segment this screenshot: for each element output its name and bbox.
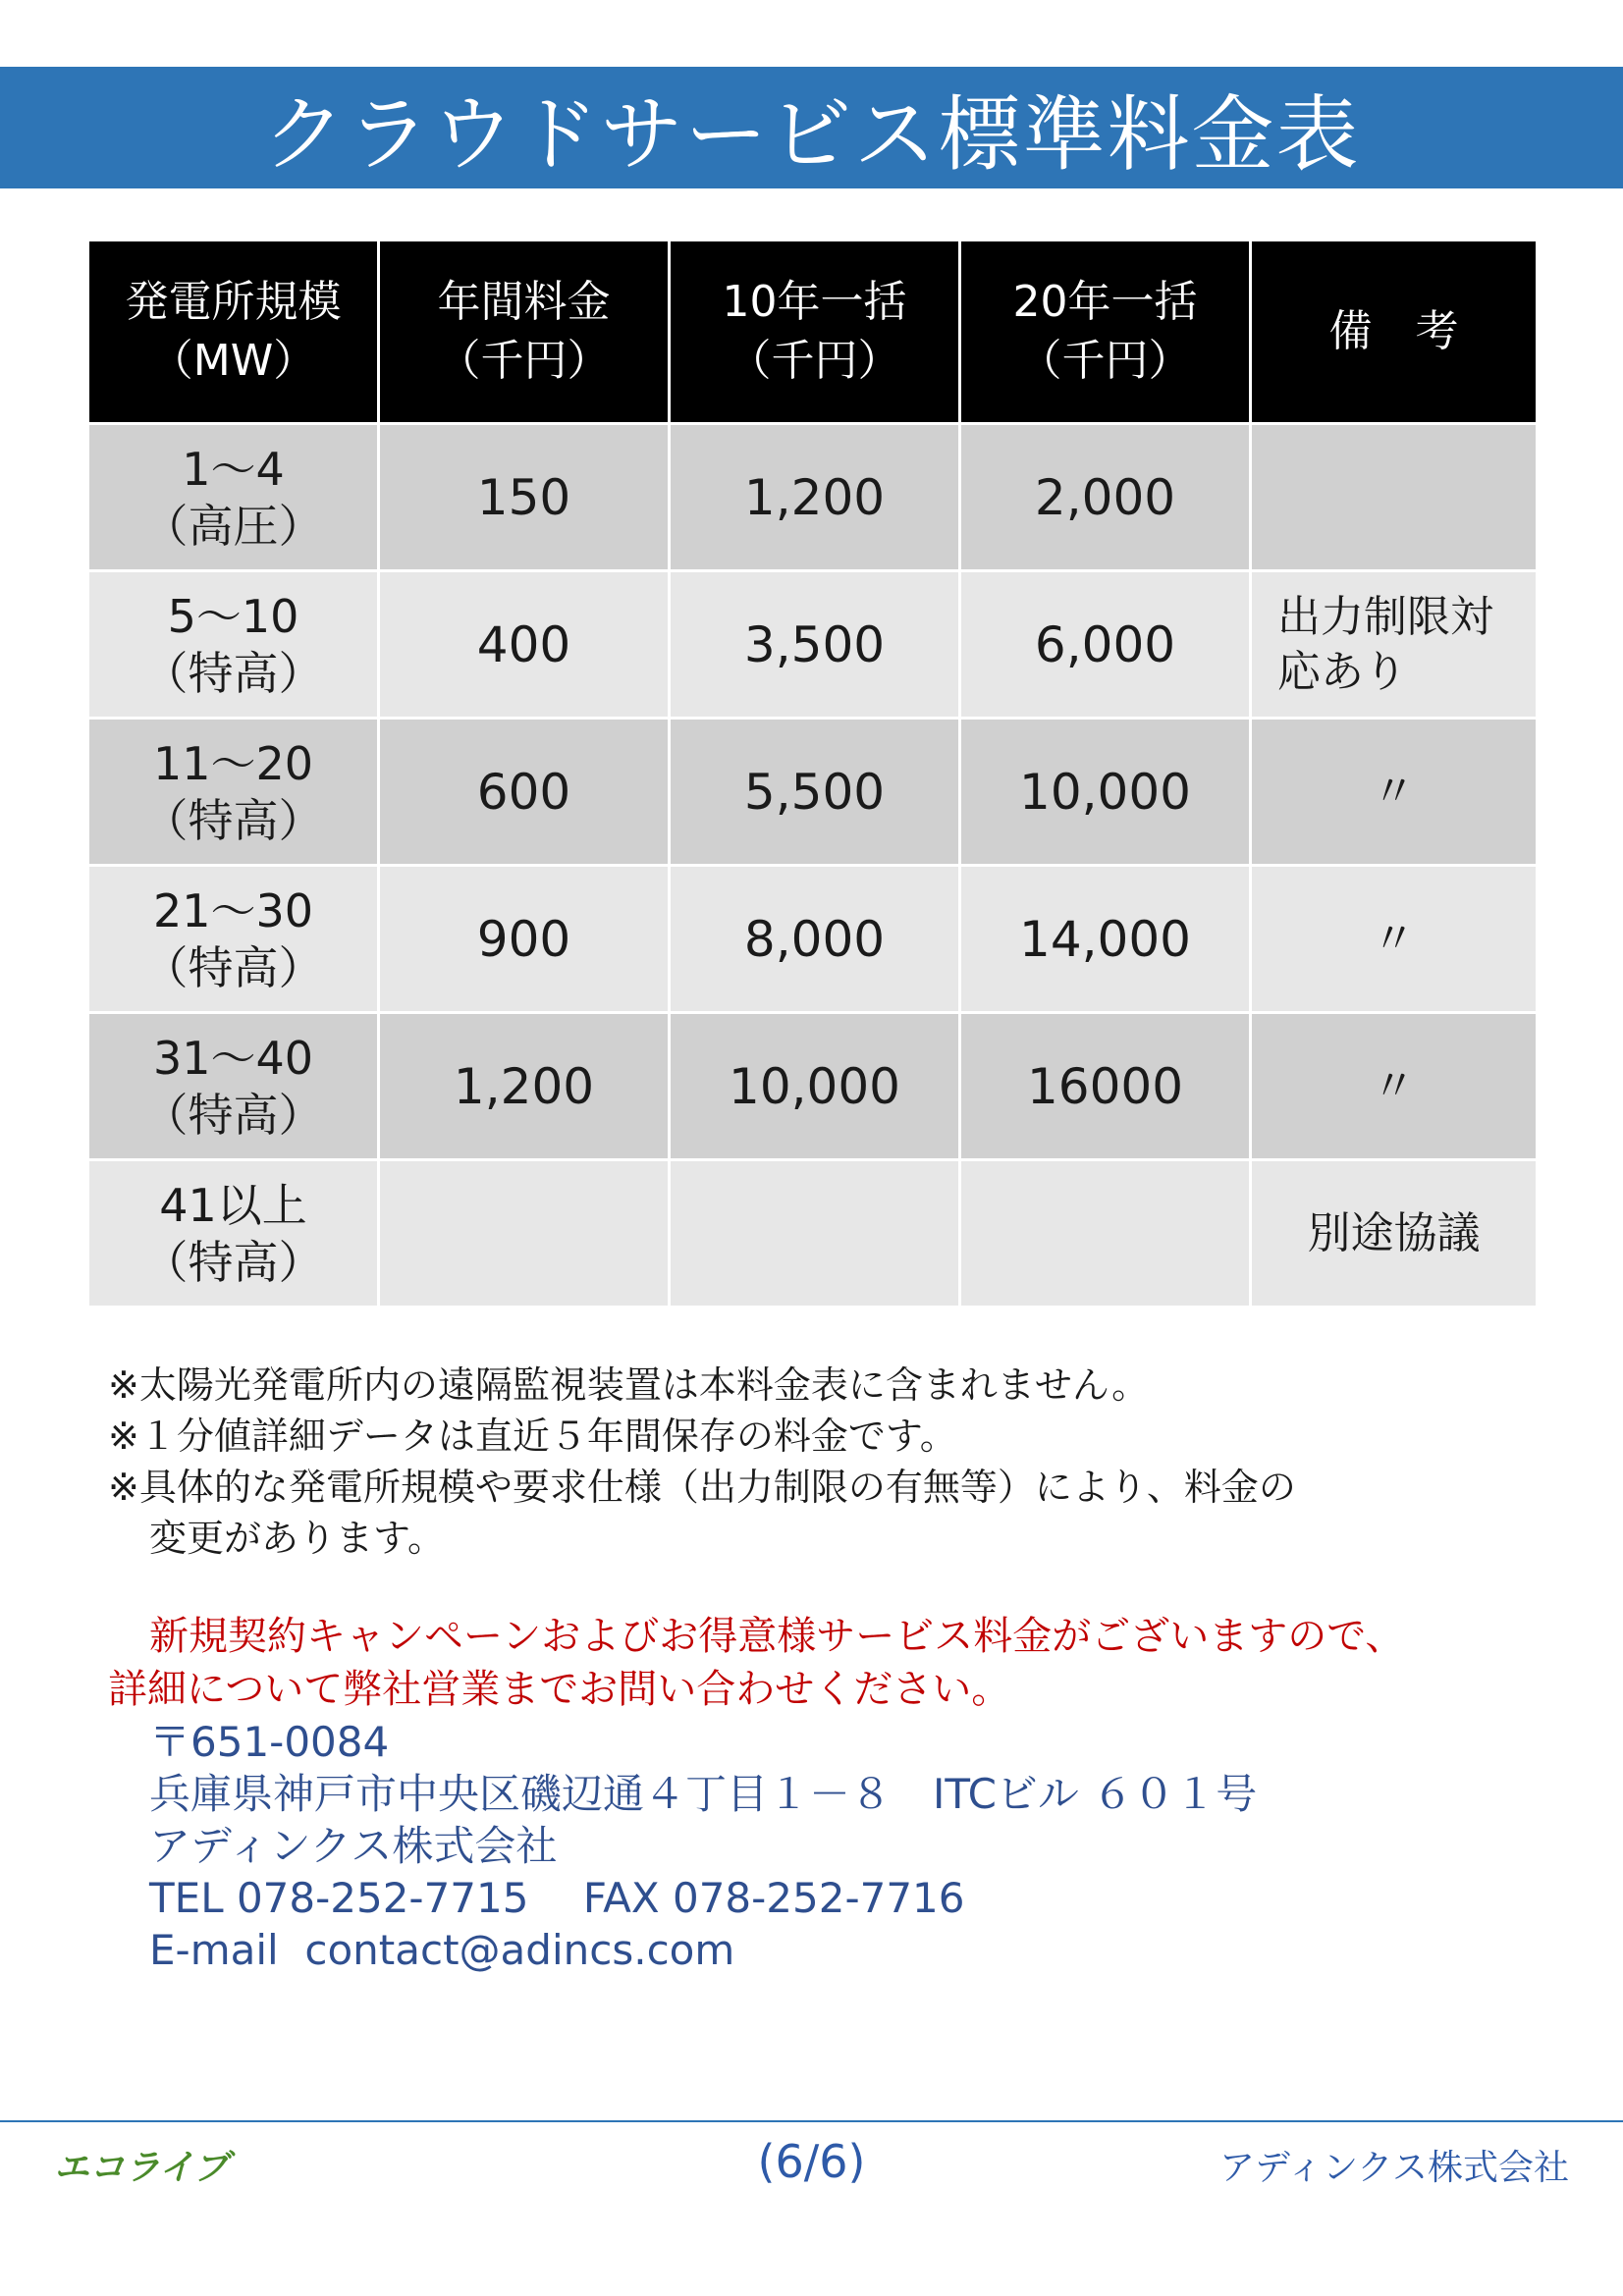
cell-scale — [88, 866, 379, 1013]
page-title: クラウドサービス標準料金表 — [262, 85, 1361, 183]
cell-remarks: 別途協議 — [1251, 1160, 1538, 1308]
title-bar — [0, 67, 1623, 188]
cell-remarks — [1251, 571, 1538, 719]
address: 兵庫県神戸市中央区磯辺通４丁目１－８ ITCビル ６０１号 — [149, 1770, 1258, 1818]
footer-divider — [0, 2120, 1623, 2122]
header-ten-year — [670, 240, 960, 424]
footnote: ※具体的な発電所規模や要求仕様（出力制限の有無等）により、料金の — [108, 1466, 1296, 1509]
header-annual-line1: 年間料金 — [437, 277, 611, 327]
campaign-line2: 詳細について弊社営業までお問い合わせください。 — [108, 1667, 1011, 1712]
cell-remarks: 〃 — [1251, 866, 1538, 1013]
table-row — [88, 571, 1538, 719]
footnote-continuation: 変更があります。 — [149, 1517, 445, 1560]
cell-annual: 400 — [379, 571, 670, 719]
header-scale — [88, 240, 379, 424]
table-row — [88, 1013, 1538, 1160]
cell-ten-year: 8,000 — [670, 866, 960, 1013]
scale-voltage: （特高） — [142, 646, 324, 700]
pricing-table — [86, 239, 1539, 1308]
remark-line2: 応あり — [1277, 646, 1407, 697]
cell-twenty-year: 16000 — [960, 1013, 1251, 1160]
campaign-notice — [108, 1610, 1532, 1716]
footer-company: アディンクス株式会社 — [1218, 2148, 1569, 2188]
table-row — [88, 424, 1538, 571]
cell-ten-year: 10,000 — [670, 1013, 960, 1160]
cell-annual — [379, 1160, 670, 1308]
table-row — [88, 719, 1538, 866]
brand-logo: エコライブ — [54, 2148, 229, 2188]
scale-range: 21～30 — [152, 883, 314, 937]
header-scale-line2: （MW） — [149, 336, 317, 386]
table-header-row — [88, 240, 1538, 424]
scale-range: 11～20 — [152, 736, 314, 790]
cell-remarks: 〃 — [1251, 1013, 1538, 1160]
header-remarks — [1251, 240, 1538, 424]
scale-voltage: （高圧） — [142, 499, 324, 553]
phone-fax: TEL 078-252-7715 FAX 078-252-7716 — [149, 1874, 965, 1922]
scale-voltage: （特高） — [142, 1088, 324, 1142]
header-twenty-year-line1: 20年一括 — [1012, 277, 1198, 327]
scale-range: 1～4 — [182, 442, 285, 496]
page-number: (6/6) — [757, 2135, 866, 2188]
remark-line1: 出力制限対 — [1277, 591, 1493, 642]
cell-remarks — [1251, 424, 1538, 571]
scale-range: 41以上 — [159, 1178, 307, 1232]
table-row — [88, 866, 1538, 1013]
footnote: ※１分値詳細データは直近５年間保存の料金です。 — [108, 1415, 957, 1458]
scale-range: 31～40 — [152, 1031, 314, 1085]
cell-twenty-year — [960, 1160, 1251, 1308]
cell-annual: 600 — [379, 719, 670, 866]
company-name: アディンクス株式会社 — [149, 1822, 558, 1870]
contact-block — [149, 1716, 1524, 1976]
table-row — [88, 1160, 1538, 1308]
cell-scale — [88, 719, 379, 866]
scale-voltage: （特高） — [142, 940, 324, 994]
cell-scale — [88, 424, 379, 571]
scale-range: 5～10 — [167, 589, 299, 643]
cell-remarks: 〃 — [1251, 719, 1538, 866]
scale-voltage: （特高） — [142, 1235, 324, 1289]
cell-scale — [88, 571, 379, 719]
email: E-mail contact@adincs.com — [149, 1926, 735, 1974]
header-remarks-label: 備 考 — [1328, 306, 1459, 356]
campaign-line1: 新規契約キャンペーンおよびお得意様サービス料金がございますので、 — [149, 1614, 1405, 1659]
cell-ten-year: 1,200 — [670, 424, 960, 571]
cell-twenty-year: 6,000 — [960, 571, 1251, 719]
header-ten-year-line2: （千円） — [728, 336, 901, 386]
cell-twenty-year: 10,000 — [960, 719, 1251, 866]
footnotes — [108, 1360, 1532, 1564]
cell-twenty-year: 14,000 — [960, 866, 1251, 1013]
cell-ten-year: 5,500 — [670, 719, 960, 866]
cell-annual: 150 — [379, 424, 670, 571]
header-ten-year-line1: 10年一括 — [722, 277, 907, 327]
header-annual — [379, 240, 670, 424]
header-scale-line1: 発電所規模 — [125, 277, 342, 327]
scale-voltage: （特高） — [142, 793, 324, 847]
cell-annual: 900 — [379, 866, 670, 1013]
cell-twenty-year: 2,000 — [960, 424, 1251, 571]
cell-scale — [88, 1160, 379, 1308]
footnote: ※太陽光発電所内の遠隔監視装置は本料金表に含まれません。 — [108, 1363, 1150, 1407]
cell-annual: 1,200 — [379, 1013, 670, 1160]
postal-code: 〒651-0084 — [149, 1718, 390, 1766]
header-annual-line2: （千円） — [437, 336, 611, 386]
cell-ten-year: 3,500 — [670, 571, 960, 719]
header-twenty-year — [960, 240, 1251, 424]
cell-scale — [88, 1013, 379, 1160]
header-twenty-year-line2: （千円） — [1018, 336, 1192, 386]
cell-ten-year — [670, 1160, 960, 1308]
